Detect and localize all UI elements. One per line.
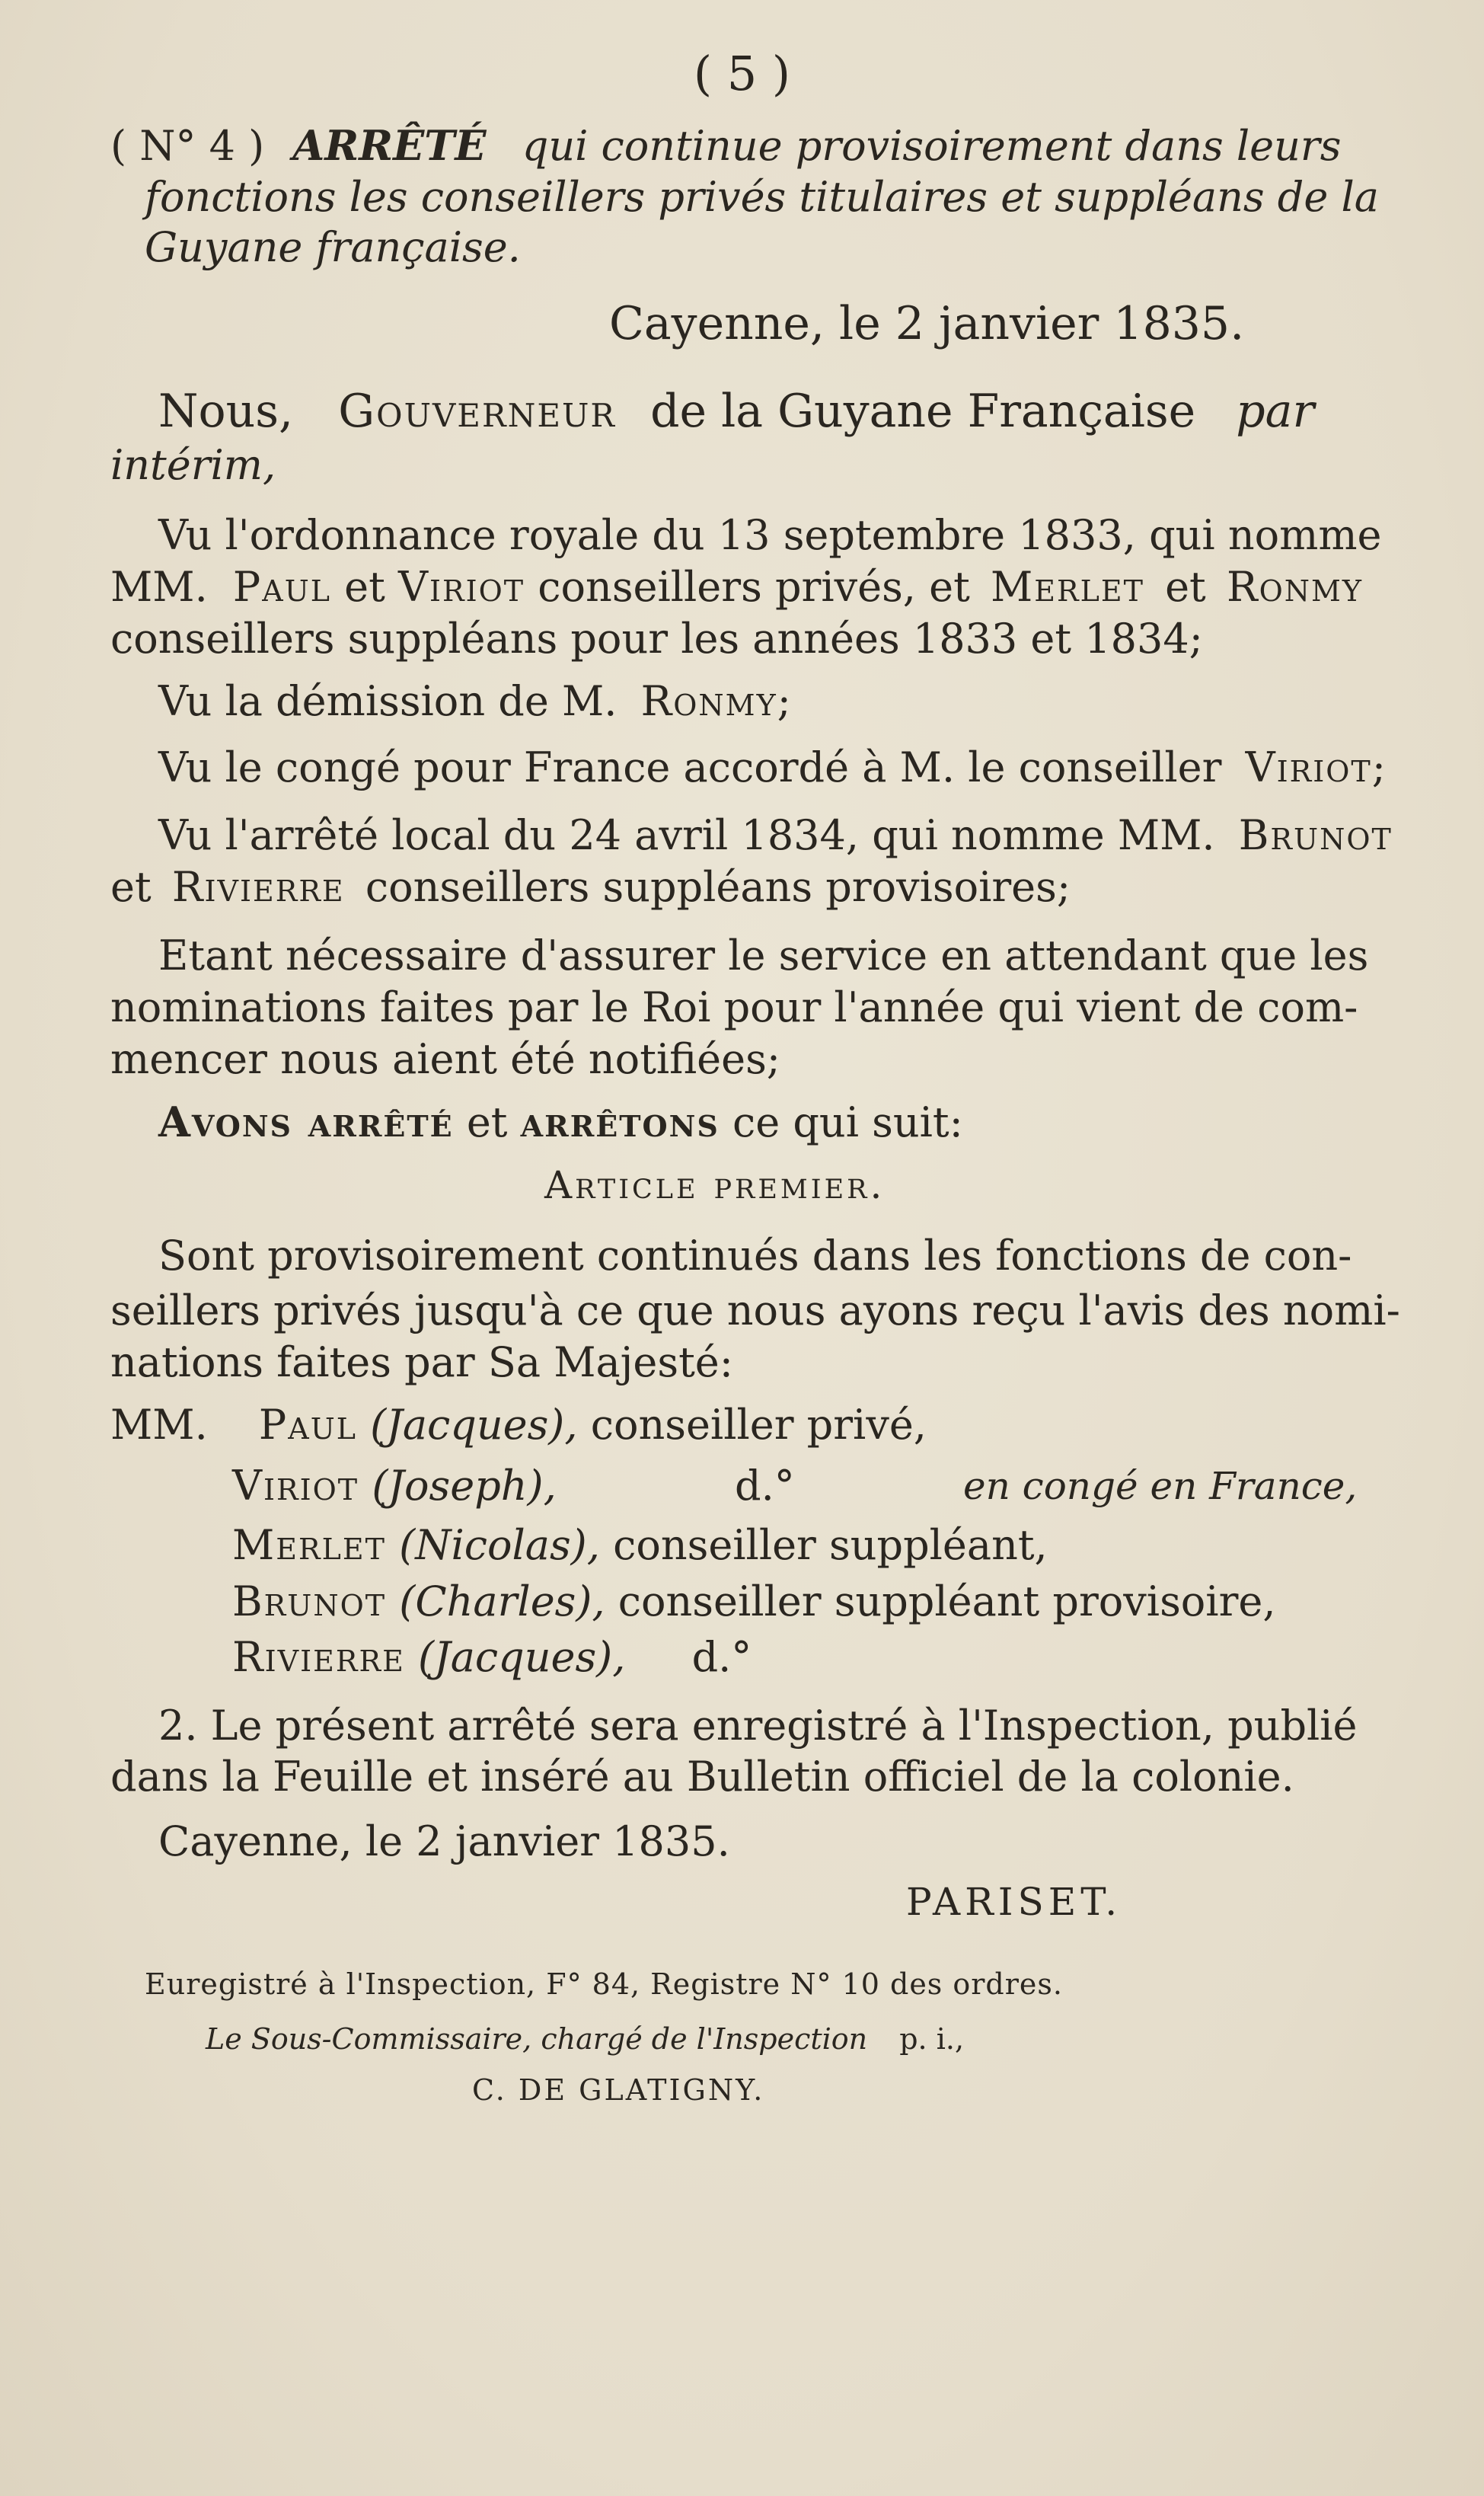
closing-date: Cayenne, le 2 janvier 1835. xyxy=(158,1817,730,1865)
first-name: (Nicolas), xyxy=(399,1521,600,1569)
considerant-1-line-2 xyxy=(110,562,1363,612)
name-viriot: Viriot xyxy=(397,563,525,611)
considerant-1-line-3: conseillers suppléans pour les années 1833 et 1834; xyxy=(110,615,1203,663)
name-merlet: Merlet xyxy=(232,1521,386,1569)
enacting-clause xyxy=(158,1097,963,1148)
punctuation: ; xyxy=(1371,743,1386,791)
signature: PARISET. xyxy=(906,1880,1122,1924)
name-viriot: Viriot xyxy=(232,1462,359,1510)
list-row-5 xyxy=(232,1632,752,1683)
heading-number: ( N° 4 ) xyxy=(110,122,265,170)
first-name: (Joseph), xyxy=(372,1462,557,1510)
dateline: Cayenne, le 2 janvier 1835. xyxy=(609,297,1245,350)
list-row-2 xyxy=(232,1461,1374,1511)
list-row-4 xyxy=(232,1577,1276,1627)
considerant-5-line-3: mencer nous aient été notifiées; xyxy=(110,1035,781,1083)
article-1-line-2: seillers privés jusqu'à ce que nous ayons reçu l'avis des nomi- xyxy=(110,1286,1400,1334)
commissaire-line xyxy=(206,2022,964,2056)
preamble-guyane: de la Guyane Française xyxy=(650,385,1196,438)
name-ronmy: Ronmy xyxy=(1226,563,1363,611)
word-et: et xyxy=(344,563,385,611)
considerant-1-line-1: Vu l'ordonnance royale du 13 septembre 1833, qui nomme xyxy=(158,511,1382,559)
article-1-line-3: nations faites par Sa Majesté: xyxy=(110,1338,733,1386)
page-number: ( 5 ) xyxy=(693,46,791,101)
first-name: (Jacques), xyxy=(418,1633,626,1681)
enacting-avons: Avons arrêté xyxy=(158,1098,454,1146)
ditto-mark: d.° xyxy=(691,1633,752,1681)
role: conseiller suppléant provisoire, xyxy=(618,1577,1276,1625)
word-et: et xyxy=(110,863,152,911)
name-rivierre: Rivierre xyxy=(232,1633,405,1681)
commissaire-pi: p. i., xyxy=(899,2022,965,2056)
article-2-line-1: 2. Le présent arrêté sera enregistré à l'Inspection, publié xyxy=(158,1702,1358,1750)
preamble-line-2: intérim, xyxy=(110,441,276,489)
first-name: (Jacques), xyxy=(370,1401,578,1449)
mm-label: MM. xyxy=(110,1401,208,1449)
considerant-4-line-2 xyxy=(110,862,1071,912)
name-merlet: Merlet xyxy=(990,563,1144,611)
preamble-nous: Nous, xyxy=(158,385,294,438)
considerant-text: conseillers privés, et xyxy=(538,563,970,611)
heading-line-3: Guyane française. xyxy=(145,223,521,271)
preamble-gouverneur: Gouverneur xyxy=(338,385,617,438)
article-2-line-2: dans la Feuille et inséré au Bulletin officiel de la colonie. xyxy=(110,1753,1294,1801)
commissaire-name: C. DE GLATIGNY. xyxy=(472,2073,765,2107)
article-title: Article premier. xyxy=(544,1163,886,1207)
mm-label: MM. xyxy=(110,563,208,611)
considerant-2 xyxy=(158,676,791,727)
list-row-1 xyxy=(110,1400,927,1450)
name-viriot: Viriot xyxy=(1245,743,1372,791)
ditto-mark: d.° xyxy=(735,1462,795,1510)
role: conseiller suppléant, xyxy=(613,1521,1048,1569)
considerant-3 xyxy=(158,743,1386,793)
heading-line-2: fonctions les conseillers privés titulaires et suppléans de la xyxy=(145,173,1379,221)
word-et: et xyxy=(466,1098,508,1146)
preamble-par: par xyxy=(1236,385,1315,438)
considerant-5-line-2: nominations faites par le Roi pour l'année qui vient de com- xyxy=(110,983,1358,1031)
enacting-arretons: arrêtons xyxy=(520,1098,720,1146)
note-en-conge: en congé en France, xyxy=(963,1464,1358,1508)
word-et: et xyxy=(1165,563,1206,611)
punctuation: ; xyxy=(777,677,791,725)
name-paul: Paul xyxy=(258,1401,357,1449)
commissaire-title: Le Sous-Commissaire, chargé de l'Inspection xyxy=(206,2022,868,2056)
list-row-3 xyxy=(232,1520,1048,1571)
name-ronmy: Ronmy xyxy=(640,677,777,725)
considerant-4-line-1 xyxy=(158,810,1393,861)
role: conseiller privé, xyxy=(590,1401,927,1449)
article-1-line-1: Sont provisoirement continués dans les fonctions de con- xyxy=(158,1232,1352,1280)
name-brunot: Brunot xyxy=(1238,811,1393,859)
heading-text: qui continue provisoirement dans leurs xyxy=(522,122,1342,170)
first-name: (Charles), xyxy=(399,1577,605,1625)
name-rivierre: Rivierre xyxy=(171,863,345,911)
registration-note: Euregistré à l'Inspection, F° 84, Registre N° 10 des ordres. xyxy=(145,1967,1063,2001)
name-brunot: Brunot xyxy=(232,1577,387,1625)
enacting-rest: ce qui suit: xyxy=(732,1098,963,1146)
heading-line-1 xyxy=(110,120,1341,171)
preamble-line-1 xyxy=(158,385,1314,438)
heading-title: ARRÊTÉ xyxy=(292,121,487,170)
considerant-5-line-1: Etant nécessaire d'assurer le service en attendant que les xyxy=(158,932,1369,980)
name-paul: Paul xyxy=(232,563,331,611)
considerant-text: Vu la démission de M. xyxy=(158,677,618,725)
considerant-text: Vu le congé pour France accordé à M. le conseiller xyxy=(158,743,1222,791)
considerant-text: conseillers suppléans provisoires; xyxy=(365,863,1071,911)
considerant-text: Vu l'arrêté local du 24 avril 1834, qui nomme MM. xyxy=(158,811,1215,859)
